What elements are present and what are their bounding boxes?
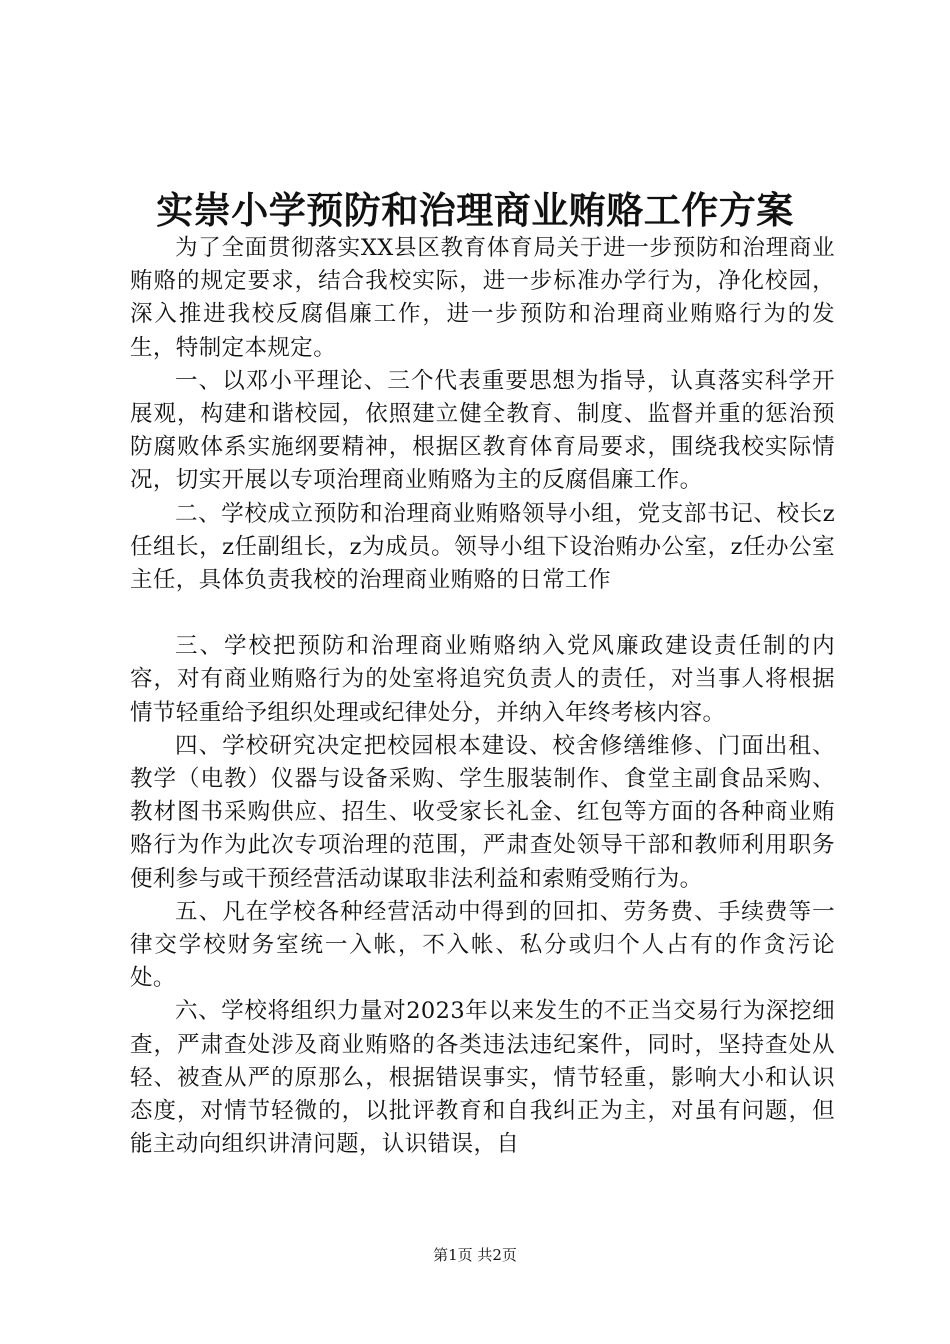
paragraph-item-4: 四、学校研究决定把校园根本建设、校舍修缮维修、门面出租、教学（电教）仪器与设备采购、学生服装制作、食堂主副食品采购、教材图书采购供应、招生、收受家长礼金、红包等方面的各种商业贿赂行为作为此次专项治理的范围，严肃查处领导干部和教师利用职务便利参与或干预经营活动谋取非法利益和索贿受贿行为。 bbox=[130, 732, 835, 892]
document-title: 实崇小学预防和治理商业贿赂工作方案 bbox=[156, 188, 794, 232]
paragraph-item-1: 一、以邓小平理论、三个代表重要思想为指导，认真落实科学开展观，构建和谐校园，依照建立健全教育、制度、监督并重的惩治预防腐败体系实施纲要精神，根据区教育体育局要求，围绕我校实际情况，切实开展以专项治理商业贿赂为主的反腐倡廉工作。 bbox=[130, 367, 835, 494]
paragraph-item-5: 五、凡在学校各种经营活动中得到的回扣、劳务费、手续费等一律交学校财务室统一入帐，不入帐、私分或归个人占有的作贪污论处。 bbox=[130, 898, 835, 992]
page-number-footer: 第1页 共2页 bbox=[433, 1246, 517, 1264]
paragraph-item-2: 二、学校成立预防和治理商业贿赂领导小组，党支部书记、校长z任组长，z任副组长，z为成员。领导小组下设治贿办公室，z任办公室主任，具体负责我校的治理商业贿赂的日常工作 bbox=[130, 500, 835, 594]
paragraph-item-6: 六、学校将组织力量对2023年以来发生的不正当交易行为深挖细查，严肃查处涉及商业贿赂的各类违法违纪案件，同时，坚持查处从轻、被查从严的原那么，根据错误事实，情节轻重，影响大小和认识态度，对情节轻微的，以批评教育和自我纠正为主，对虽有问题，但能主动向组织讲清问题，认识错误，自 bbox=[130, 998, 835, 1158]
paragraph-item-3: 三、学校把预防和治理商业贿赂纳入党风廉政建设责任制的内容，对有商业贿赂行为的处室将追究负责人的责任，对当事人将根据情节轻重给予组织处理或纪律处分，并纳入年终考核内容。 bbox=[130, 633, 835, 726]
paragraph-intro: 为了全面贯彻落实XX县区教育体育局关于进一步预防和治理商业贿赂的规定要求，结合我校实际，进一步标准办学行为，净化校园，深入推进我校反腐倡廉工作，进一步预防和治理商业贿赂行为的发生，特制定本规定。 bbox=[130, 235, 835, 361]
document-body bbox=[130, 232, 835, 1161]
